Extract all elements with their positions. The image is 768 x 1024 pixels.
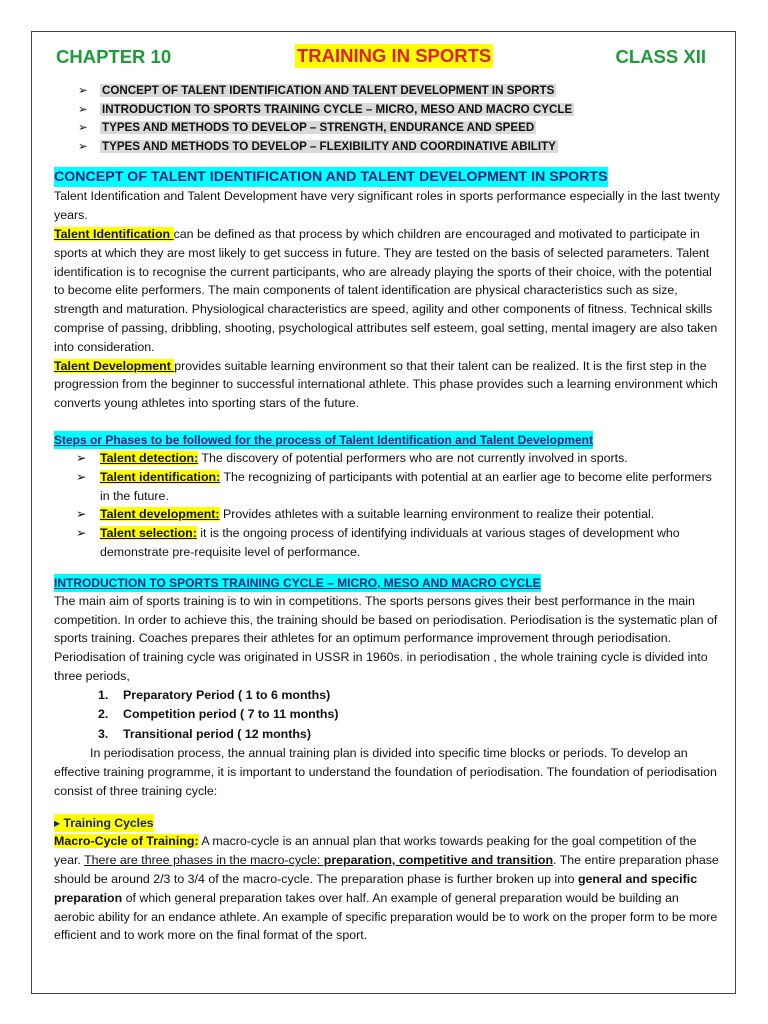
list-item bbox=[76, 468, 722, 506]
arrow-bullet-icon: ➢ bbox=[76, 507, 87, 522]
list-item bbox=[78, 119, 722, 138]
list-item bbox=[76, 449, 722, 468]
topic-text: INTRODUCTION TO SPORTS TRAINING CYCLE – MICRO, MESO AND MACRO CYCLE bbox=[102, 102, 573, 116]
period-text: Transitional period ( 12 months) bbox=[123, 726, 311, 741]
talent-development-text: provides suitable learning environment so that their talent can be realized. It is the first step in the progression from the beginner to successful international athlete. This phase provides such a learning environment which converts young athletes into sporting stars of the future. bbox=[54, 358, 718, 411]
topics-list bbox=[54, 82, 722, 156]
talent-identification-term: Talent Identification bbox=[54, 226, 174, 241]
steps-heading: Steps or Phases to be followed for the process of Talent Identification and Talent Development bbox=[54, 432, 593, 447]
class-label: CLASS XII bbox=[615, 46, 706, 67]
period-text: Preparatory Period ( 1 to 6 months) bbox=[123, 687, 331, 702]
periodisation-paragraph: In periodisation process, the annual training plan is divided into specific time blocks or periods. To develop an effective training programme, it is important to understand the foundation of periodisation. The foundation of periodisation consist of three training cycle: bbox=[54, 745, 717, 798]
page-header bbox=[54, 32, 722, 82]
step-text: Provides athletes with a suitable learning environment to realize their potential. bbox=[219, 507, 655, 522]
period-number: 3. bbox=[98, 726, 109, 741]
document-page bbox=[31, 31, 736, 994]
macro-cycle-paragraph bbox=[54, 832, 722, 945]
list-item bbox=[98, 705, 722, 724]
page-title: TRAINING IN SPORTS bbox=[297, 45, 492, 66]
macro-cycle-term: Macro-Cycle of Training: bbox=[54, 834, 199, 849]
list-item bbox=[98, 686, 722, 705]
macro-cycle-text: A macro-cycle is an annual plan that works towards peaking for the goal competition of the year. bbox=[54, 834, 697, 868]
talent-identification-text: can be defined as that process by which children are encouraged and motivated to participate in sports at which they are most likely to get success in future. They are tested on the basis of selected parameters. Talent identification is to recognise the current participants, who are already playing the sports of their choice, with the potential to become elite performers. The main components of talent identification are physical characteristics such as size, strength and maturation. Physiological characteristics are speed, agility and other components of fitness. Technical skills comprise of passing, dribbling, shooting, psychological attributes self esteem, goal setting, mental imagery are also taken into consideration. bbox=[54, 226, 718, 354]
talent-development-term: Talent Development bbox=[54, 358, 175, 373]
step-term: Talent development: bbox=[100, 507, 220, 522]
macro-cycle-phases: preparation, competitive and transition bbox=[320, 853, 554, 868]
training-cycles-label: ▸ Training Cycles bbox=[54, 816, 154, 831]
topic-text: CONCEPT OF TALENT IDENTIFICATION AND TALENT DEVELOPMENT IN SPORTS bbox=[102, 84, 555, 97]
talent-intro-paragraph: Talent Identification and Talent Development have very significant roles in sports performance especially in the last twenty years. bbox=[54, 189, 720, 223]
step-term: Talent selection: bbox=[100, 526, 197, 541]
arrow-bullet-icon: ➢ bbox=[76, 450, 87, 465]
step-text: it is the ongoing process of identifying individuals at various stages of development who demonstrate pre-requisite level of performance. bbox=[100, 526, 680, 559]
list-item bbox=[78, 101, 722, 120]
macro-cycle-text: of which general preparation takes over half. An example of general preparation would be building an aerobic ability for an endance athlete. An example of specific preparation would be to work on the proper form to be more efficient and to work more on the final format of the sport. bbox=[54, 890, 718, 943]
step-term: Talent identification: bbox=[100, 469, 221, 484]
arrow-bullet-icon: ➢ bbox=[76, 526, 87, 541]
topic-text: TYPES AND METHODS TO DEVELOP – FLEXIBILITY AND COORDINATIVE ABILITY bbox=[102, 139, 556, 153]
period-text: Competition period ( 7 to 11 months) bbox=[123, 707, 339, 722]
section-heading-training-cycle: INTRODUCTION TO SPORTS TRAINING CYCLE – MICRO, MESO AND MACRO CYCLE bbox=[54, 575, 541, 590]
step-text: The recognizing of participants with potential at an earlier age to become elite performers in the future. bbox=[100, 469, 712, 503]
macro-cycle-phases-intro: There are three phases in the macro-cycle: bbox=[84, 853, 321, 868]
period-number: 2. bbox=[98, 707, 109, 722]
list-item bbox=[76, 505, 722, 524]
arrow-bullet-icon: ➢ bbox=[78, 102, 88, 116]
section-heading-talent: CONCEPT OF TALENT IDENTIFICATION AND TALENT DEVELOPMENT IN SPORTS bbox=[54, 169, 608, 186]
period-number: 1. bbox=[98, 687, 109, 702]
macro-cycle-preparation: general and specific preparation bbox=[54, 871, 698, 905]
talent-identification-paragraph bbox=[54, 225, 722, 357]
macro-cycle-text: . The entire preparation phase should be around 2/3 to 3/4 of the macro-cycle. The preparation phase is further broken up into bbox=[54, 853, 719, 886]
list-item bbox=[78, 82, 722, 101]
list-item bbox=[98, 725, 722, 744]
training-intro-paragraph: The main aim of sports training is to win in competitions. The sports persons gives their best performance in the main competition. In order to achieve this, the training should be based on periodisation. Periodisation is the systematic plan of sports training. Coaches prepares their athletes for an optimum performance improvement through periodisation. Periodisation of training cycle was originated in USSR in 1960s. in periodisation , the whole training cycle is divided into three periods, bbox=[54, 593, 718, 683]
step-term: Talent detection: bbox=[100, 450, 199, 465]
talent-development-paragraph bbox=[54, 357, 722, 413]
list-item bbox=[78, 138, 722, 157]
topic-text: TYPES AND METHODS TO DEVELOP – STRENGTH, ENDURANCE AND SPEED bbox=[102, 121, 535, 135]
chapter-label: CHAPTER 10 bbox=[56, 46, 172, 67]
step-text: The discovery of potential performers who are not currently involved in sports. bbox=[198, 450, 628, 465]
steps-list bbox=[54, 449, 722, 562]
periods-list bbox=[54, 686, 722, 744]
page-content bbox=[54, 32, 722, 945]
arrow-bullet-icon: ➢ bbox=[78, 84, 88, 97]
arrow-bullet-icon: ➢ bbox=[78, 139, 88, 153]
arrow-bullet-icon: ➢ bbox=[76, 469, 87, 484]
arrow-bullet-icon: ➢ bbox=[78, 121, 88, 135]
list-item bbox=[76, 524, 722, 562]
